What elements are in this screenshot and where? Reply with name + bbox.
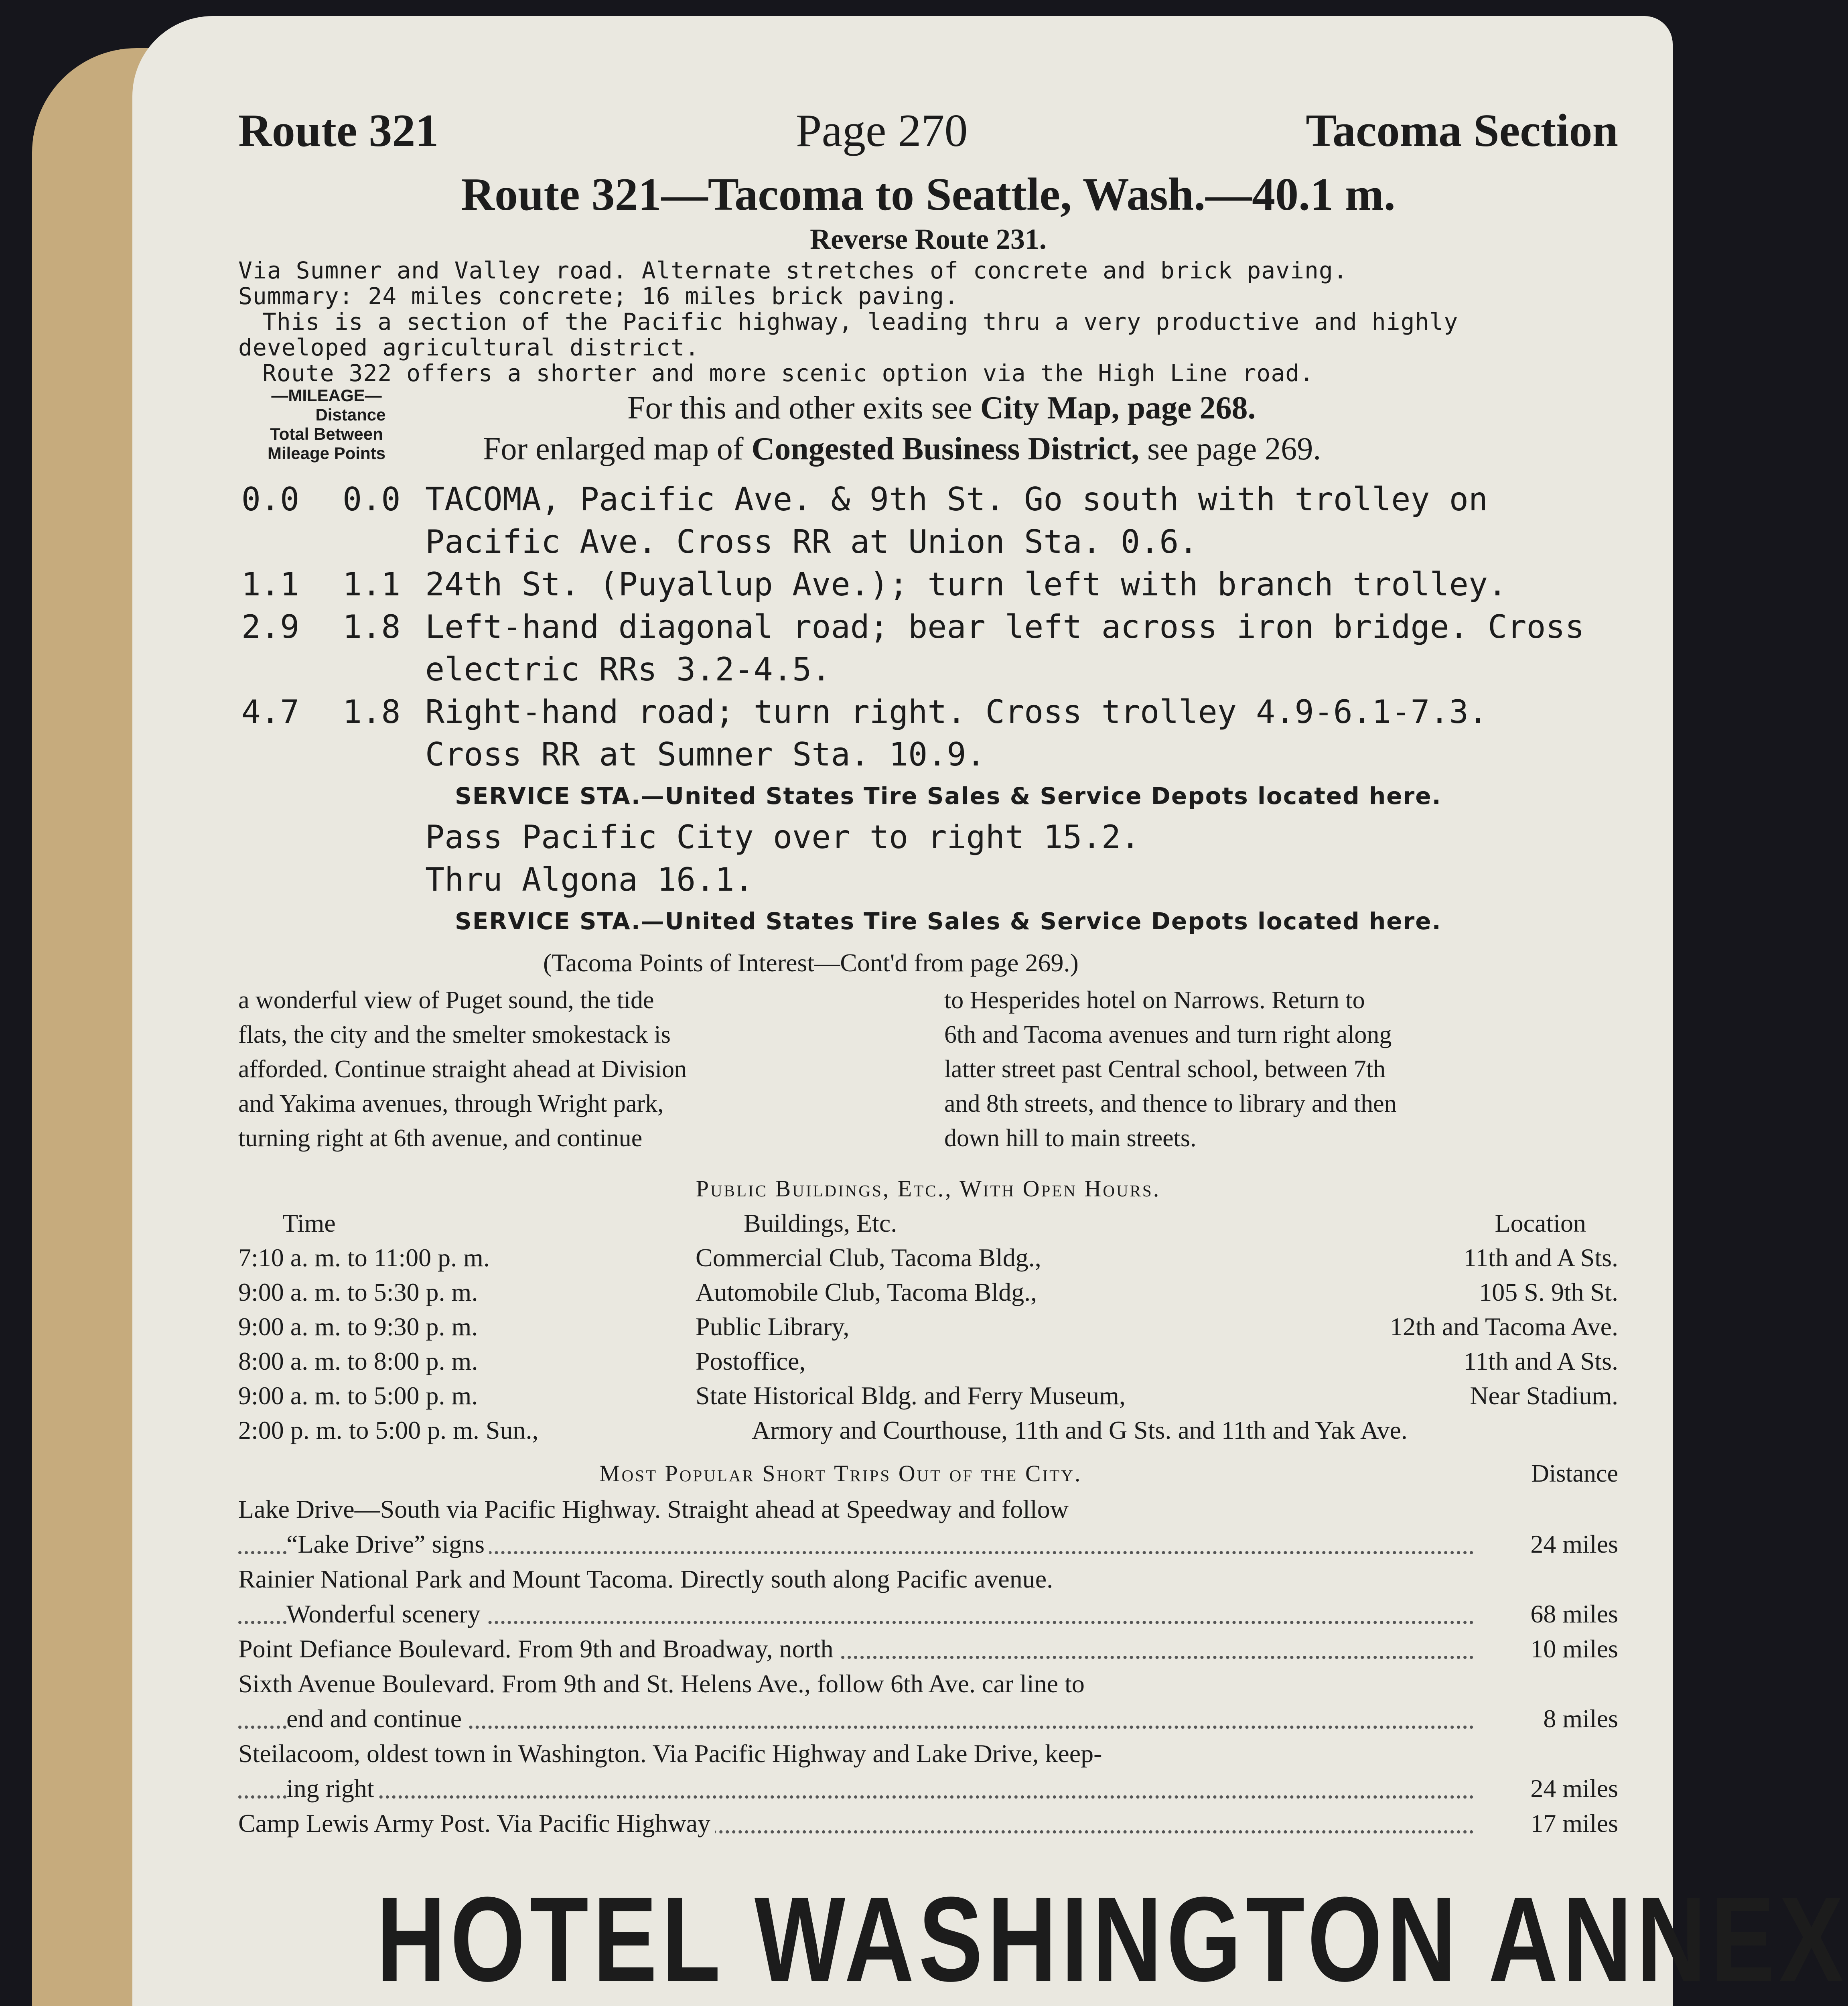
- route-step: [238, 606, 1618, 691]
- header-section: Tacoma Section: [1306, 105, 1618, 156]
- public-buildings-header: [238, 1206, 1618, 1241]
- mileage-legend: [238, 386, 1618, 478]
- between-mileage: 1.1: [343, 566, 401, 603]
- description-line: Route 322 offers a shorter and more scenic option via the High Line road.: [262, 359, 1314, 387]
- step-description: Left-hand diagonal road; bear left across iron bridge. Cross electric RRs 3.2-4.5.: [425, 608, 1584, 688]
- trip-leader-line: [238, 1701, 1618, 1736]
- trip-leader-line: [238, 1771, 1618, 1806]
- total-mileage: 2.9: [241, 608, 300, 646]
- between-mileage: 0.0: [343, 481, 401, 518]
- trip-leader-line: [238, 1806, 1618, 1841]
- poi-column-left: a wonderful view of Puget sound, the tide flats, the city and the smelter smokestack is afforded. Continue straight ahead at Division and Yakima avenues, through Wright park, turning right at 6th avenue, and continue: [238, 987, 687, 1152]
- list-item: [238, 1561, 1618, 1631]
- trip-distance: 24 miles: [1526, 1527, 1618, 1561]
- short-trips-title: Most Popular Short Trips Out of the City.: [599, 1460, 1082, 1486]
- step-description: Right-hand road; turn right. Cross trolley 4.9-6.1-7.3. Cross RR at Sumner Sta. 10.9.: [425, 693, 1488, 773]
- trip-text: ing right: [286, 1771, 379, 1806]
- short-trips-list: [238, 1492, 1618, 1841]
- trip-text: “Lake Drive” signs: [286, 1527, 489, 1561]
- short-trips-header: [238, 1456, 1618, 1492]
- list-item: [238, 1631, 1618, 1666]
- dot-leader: [238, 1795, 1474, 1799]
- reverse-route: Reverse Route 231.: [810, 223, 1047, 255]
- trip-text: Wonderful scenery: [286, 1596, 485, 1631]
- total-mileage: 0.0: [241, 481, 300, 518]
- step-description: TACOMA, Pacific Ave. & 9th St. Go south with trolley on Pacific Ave. Cross RR at Union Sta. 0.6.: [425, 481, 1488, 560]
- trip-description: Lake Drive—South via Pacific Highway. Straight ahead at Speedway and follow: [238, 1495, 1069, 1523]
- description-line: developed agricultural district.: [238, 334, 700, 361]
- route-description: [238, 258, 1618, 386]
- table-row: 2:00 p. m. to 5:00 p. m. Sun., Armory and Courthouse, 11th and G Sts. and 11th and Yak Ave.: [238, 1416, 1408, 1444]
- trip-distance: 24 miles: [1526, 1771, 1618, 1806]
- column-time: Time: [282, 1209, 336, 1237]
- total-mileage: 4.7: [241, 693, 300, 731]
- table-row: 9:00 a. m. to 9:30 p. m. Public Library, 12th and Tacoma Ave.: [238, 1312, 1618, 1341]
- thru-note: Thru Algona 16.1.: [425, 861, 754, 898]
- table-row: 7:10 a. m. to 11:00 p. m. Commercial Club, Tacoma Bldg., 11th and A Sts.: [238, 1243, 1618, 1272]
- trip-distance: 17 miles: [1526, 1806, 1618, 1841]
- trip-text: Point Defiance Boulevard. From 9th and Broadway, north: [238, 1631, 838, 1666]
- header-page-number: Page 270: [796, 105, 968, 156]
- trip-text: Camp Lewis Army Post. Via Pacific Highway: [238, 1806, 715, 1841]
- city-map-reference: For this and other exits see City Map, page 268.: [627, 390, 1256, 426]
- public-buildings-title: Public Buildings, Etc., With Open Hours.: [696, 1176, 1161, 1202]
- table-row: 8:00 a. m. to 8:00 p. m. Postoffice, 11th and A Sts.: [238, 1347, 1618, 1375]
- running-header: [238, 104, 1618, 169]
- column-buildings: Buildings, Etc.: [744, 1209, 897, 1237]
- service-station-note: SERVICE STA.—United States Tire Sales & Service Depots located here.: [455, 908, 1442, 935]
- list-item: [238, 1666, 1618, 1736]
- list-item: [238, 1736, 1618, 1806]
- trip-leader-line: [238, 1527, 1618, 1561]
- description-line: Via Sumner and Valley road. Alternate stretches of concrete and brick paving.: [238, 257, 1348, 284]
- trip-leader-line: [238, 1596, 1618, 1631]
- trip-distance: 68 miles: [1526, 1596, 1618, 1631]
- points-of-interest-heading: (Tacoma Points of Interest—Cont'd from page 269.): [543, 948, 1079, 977]
- list-item: [238, 1492, 1618, 1561]
- public-buildings-table: [238, 1241, 1618, 1448]
- step-description: 24th St. (Puyallup Ave.); turn left with branch trolley.: [425, 566, 1507, 603]
- congested-district-reference: For enlarged map of Congested Business District, see page 269.: [483, 431, 1321, 467]
- route-title: Route 321—Tacoma to Seattle, Wash.—40.1 m.: [461, 169, 1396, 220]
- between-mileage: 1.8: [343, 608, 401, 646]
- total-mileage: 1.1: [241, 566, 300, 603]
- column-location: Location: [1495, 1209, 1586, 1237]
- header-route: Route 321: [238, 105, 439, 156]
- points-of-interest-text: [238, 983, 1618, 1155]
- route-step: [238, 563, 1618, 606]
- trip-distance: 8 miles: [1539, 1701, 1618, 1736]
- description-line: Summary: 24 miles concrete; 16 miles brick paving.: [238, 282, 959, 310]
- route-step: [238, 691, 1618, 776]
- trip-distance: 10 miles: [1526, 1631, 1618, 1666]
- page-content: [238, 104, 1848, 2006]
- mileage-column-label: —MILEAGE— Distance Total Between Mileage Points: [267, 386, 386, 463]
- pass-note: Pass Pacific City over to right 15.2.: [425, 818, 1140, 856]
- table-row: 9:00 a. m. to 5:00 p. m. State Historical Bldg. and Ferry Museum, Near Stadium.: [238, 1381, 1618, 1410]
- between-mileage: 1.8: [343, 693, 401, 731]
- description-line: This is a section of the Pacific highway, leading thru a very productive and highly: [262, 308, 1459, 335]
- poi-column-right: to Hesperides hotel on Narrows. Return to 6th and Tacoma avenues and turn right along latter street past Central school, between 7th and 8th streets, and thence to library and then down hill to main streets.: [944, 987, 1397, 1152]
- trip-description: Rainier National Park and Mount Tacoma. Directly south along Pacific avenue.: [238, 1565, 1053, 1593]
- list-item: [238, 1806, 1618, 1841]
- table-row: 9:00 a. m. to 5:30 p. m. Automobile Club, Tacoma Bldg., 105 S. 9th St.: [238, 1278, 1618, 1306]
- trip-leader-line: [238, 1631, 1618, 1666]
- distance-label: Distance: [1531, 1460, 1618, 1487]
- trip-description: Steilacoom, oldest town in Washington. Via Pacific Highway and Lake Drive, keep-: [238, 1739, 1102, 1768]
- route-step: [238, 478, 1618, 563]
- service-station-note: SERVICE STA.—United States Tire Sales & Service Depots located here.: [455, 782, 1442, 810]
- trip-text: end and continue: [286, 1701, 467, 1736]
- hotel-ad-title: HOTEL WASHINGTON ANNEX: [376, 1872, 1848, 2006]
- book-page: [132, 16, 1848, 2006]
- route-steps: [238, 478, 1618, 941]
- trip-description: Sixth Avenue Boulevard. From 9th and St. Helens Ave., follow 6th Ave. car line to: [238, 1669, 1085, 1698]
